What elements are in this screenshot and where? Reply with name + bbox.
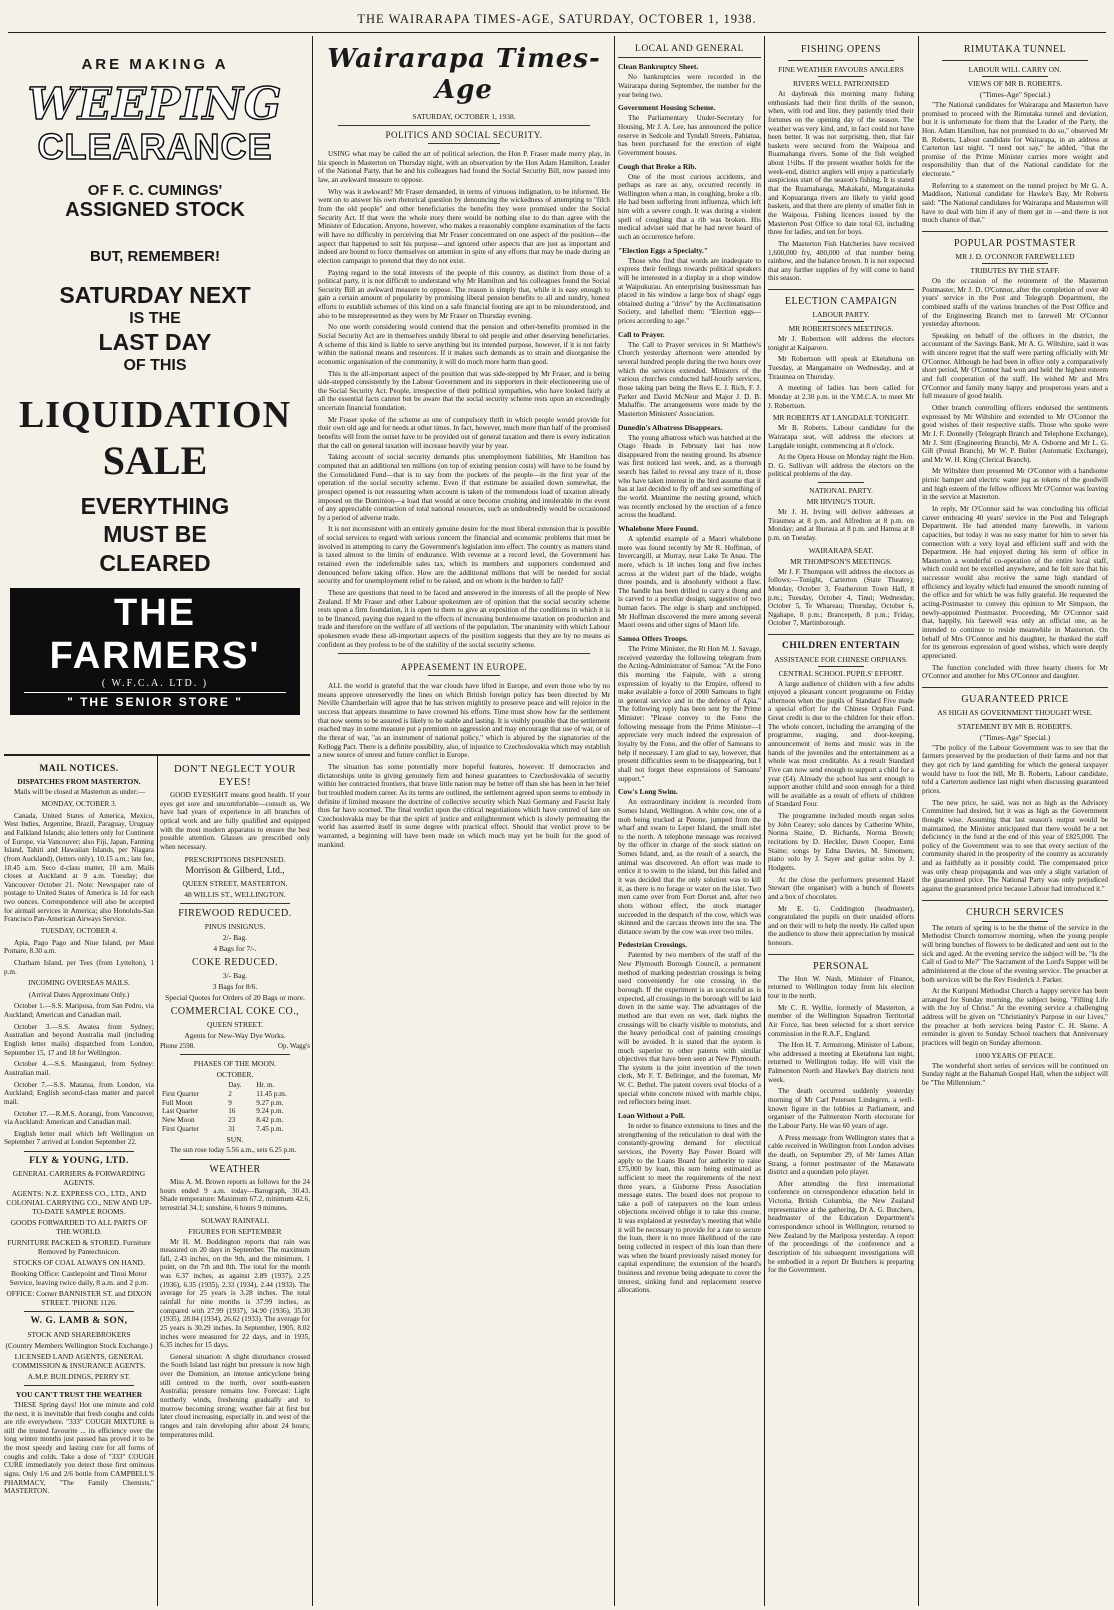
children-paragraph: Mr E. G. Coddington (headmaster), congratulated the pupils on their unaided efforts and on their will to help the needy. He called upon the audience to show their appreciation by musical honours.	[768, 904, 914, 948]
peace-title: 1000 YEARS OF PEACE.	[974, 1050, 1056, 1060]
divider	[338, 653, 590, 654]
children-sub: CENTRAL SCHOOL PUPILS' EFFORT.	[778, 668, 904, 678]
moon-row: First Quarter 31 7.45 p.m.	[162, 1124, 284, 1133]
ad-must-be: MUST BE	[103, 521, 207, 548]
divider	[428, 675, 500, 676]
church-paragraph: At the Kuripuni Methodist Church a happy service has been arranged for Sunday morning, the subject being, "Filling Life with the Joy of Christ." At the evening service a challenging address will be given on "Christianity's Purpose in our Lives," the preacher at both services being Pastor C. H. Skene. A reminder is given to Sunday School teachers that Anniversary practices will begin on Sunday afternoon.	[922, 987, 1108, 1048]
local-item: Whalebone More Found. A splendid example of a Maori whalebone mere was found recently by Mr R. Hoffman, of Invercargill, at Murray, near Lake Te Anau. The mere, which is 18 inches long and five inches across at the widest part of the blade, weighs three pounds, and is absolutely without a flaw. The handle has been drilled to carry a thong and is carved to a peculiar design, suggestive of two human faces. The edge is sharp and unchipped. Mr Hoffman discovered the mere among several Maori ovens and other signs of Maori life.	[618, 523, 761, 630]
lamb-line: LICENSED LAND AGENTS, GENERAL COMMISSION & INSURANCE AGENTS.	[12, 1351, 146, 1370]
election-paragraph: Mr J. H. Irving will deliver addresses at Tiraumea at 8 p.m. and Alfredton at 8 p.m. on Monday; and at Ihuraua at 8 p.m. and Hamua at 8 p.m. on Tuesday.	[768, 508, 914, 542]
weather-ad-body: THESE Spring days! Hot one minute and cold the next, it is inevitable that fresh coughs and colds are rife everywhere. "333" COUGH MIXTURE is still the trusted favourite ... its efficiency over the long winter months just passed has proved it to be the most speedy and lasting cure for all forms of coughs and colds. Take a dose of "333" COUGH CURE immediately you detect those first ominous signs. Only 1/6 and 2/6 bottle from CAMPBELL'S PHARMACY, "The Family Chemists," MASTERTON.	[4, 1400, 154, 1496]
personal-paragraph: Mr C. R. Wyllie, formerly of Masterton, a member of the Wellington Squadron Territorial Air Force, has been selected for a short service commission in the R.A.F., England.	[768, 1003, 914, 1038]
children-paragraph: At the close the performers presented Hazel Stewart (the organiser) with a bunch of flowers and a box of chocolates.	[768, 875, 914, 901]
column-editorial	[318, 40, 610, 1606]
coke-line: 3 Bags for 8/6.	[212, 982, 258, 992]
rimutaka-title: RIMUTAKA TUNNEL	[963, 44, 1067, 55]
mail-body	[4, 788, 154, 1147]
postmaster-paragraph: On the occasion of the retirement of the Masterton Postmaster, Mr J. D. O'Connor, after the completion of over 40 years' service in the Post and Telegraph Department, the combined staffs of the various branches of the Post Office and of the Engineering Branch met to farewell Mr O'Connor yesterday afternoon.	[922, 276, 1108, 329]
editorial-paragraph: Why was it awkward? Mr Fraser demanded, in terms of virtuous indignation, to be informed. He went on to answer his own rhetorical question by denouncing the wickedness of attempting to "filch from the old people" and other beneficiaries the benefits they were promised under the Social Security Act. If that were the whole story there would be nothing else to do than agree with the Minister of Education. Anyone, however, who makes a reasonably complete examination of the facts will have no difficulty in perceiving that Mr Fraser concentrated on one aspect of the position—the aspect that happened to suit his purpose—and ignored other aspects that are just as important and indeed are bound to force themselves on attention in spite of any efforts that may be made during an election campaign to pretend that they do not exist.	[318, 187, 610, 265]
mail-line: INCOMING OVERSEAS MAILS.	[28, 979, 130, 988]
divider	[818, 321, 864, 322]
moon-title: PHASES OF THE MOON.	[193, 1059, 277, 1069]
local-item: Samoa Offers Troops. The Prime Minister, the Rt Hon M. J. Savage, received yesterday the following telegram from the Acting-Administrator of Samoa: "At the Fono this morning the Faipule, with a strong expression of loyalty to the Empire, offered to make available a force of 2000 Samoans to fight in general service and in the defence of Apia." The following reply has been sent by the Prime Minister: "Please convey to the Fono the following message from the Prime Minister—I appreciate very much indeed the expression of loyalty by the Fono, and the offer of Samoans to help if necessary. I am glad to say, however, that present difficulties seem to be disappearing, but I shall not forget these expressions of Samoans' support."	[618, 633, 761, 783]
local-item: Clean Bankruptcy Sheet. No bankruptcies were recorded in the Wairarapa during September, the number for the year being two.	[618, 62, 761, 99]
postmaster-paragraph: In reply, Mr O'Connor said he was concluding his official career embracing 40 years' service in the Post and Telegraph Department. He had attended many farewells, in various capacities, but today it was no easy matter for him to sever his connection with a very loyal and efficient staff and with the Department. He had enjoyed during his term of office in Masterton a wonderful co-operation of the entire local staff, which could not be excelled anywhere, and he felt sure that his successor would also receive the same high standard of efficiency and loyalty which had ensured the smooth running of the office and for which he was fully grateful. He requested the acting-Postmaster to convey this opinion to Mr Simpson, the newly-appointed Postmaster. Proceeding, Mr O'Connor said that, happily, his farewell was only an official one, as he intended to continue to reside meanwhile in Masterton. On behalf of Mrs O'Connor and his daughter, he thanked the staff for its generous expression of good wishes, which were deeply appreciated.	[922, 504, 1108, 660]
mail-line: October 17.—R.M.S. Aorangi, from Vancouver, via Auckland: American and Canadian mail.	[4, 1109, 154, 1127]
lamb-line: (Country Members Wellington Stock Exchange.)	[5, 1340, 153, 1350]
local-item: Pedestrian Crossings. Patented by two members of the staff of the New Plymouth Borough Council, a permanent method of marking pedestrian crossings is being used conveniently for one crossing in the borough. If the experiment is as successful as is expected, all crossings in the borough will be laid down in the same way. The advantages of the method are that even on wet, dark nights the crossings will be clearly visible to motorists, and the heavy periodical cost of painting crossings will be avoided. It is stated that the system is much superior to other patents with similar objectives that have been seen at New Plymouth. The system is the joint invention of the town clerk, Mr F. T. Bellringer, and the foreman, Mr W. C. Bethel. The patent covers oval blocks of a special white concrete mixed with marble chips, red reflectors being inset.	[618, 940, 761, 1107]
postmaster-paragraph: Other branch controlling officers endorsed the sentiments expressed by Mr Wiltshire and extended to Mr O'Connor the good wishes of their respective staffs. Those who spoke were Mr J. F. Donnelly (Telegraph Branch and Telephone Exchange), Mr J. Stitt (Engineering Branch), Mr A. Osborne and Mr L. G. Gill (Postal Branch), Mr W. P. Butler (Automatic Exchange), and Mr W. H. King (Clerical Branch).	[922, 403, 1108, 464]
election-head: WAIRARAPA SEAT.	[808, 545, 874, 555]
fly-young-line: GENERAL CARRIERS & FORWARDING AGENTS.	[12, 1169, 146, 1188]
editorial-paragraph: It is not inconsistent with an entirely genuine desire for the most liberal extension that is possible of social services to regard with serious concern the financial and economic problems that must be involved in attempting to carry the Government's legislation into effect. The country as matters stand is taxed almost to the limits of endurance. With revenue at a record level, the Government has retained even the indefensible sales tax, which its members and supporters condemned and denounced before taking office. How are the additional millions that will be needed for social security and for unemployment relief to be raised, and on whom is the burden to fall?	[318, 525, 610, 586]
weather-title: WEATHER	[209, 1163, 261, 1175]
divider	[618, 57, 761, 58]
postmaster-sub: MR J. D. O'CONNOR FAREWELLED	[955, 251, 1075, 261]
coke-phone: Phone 2598.	[160, 1042, 195, 1051]
moon-row: First Quarter 2 11.45 p.m.	[162, 1090, 287, 1099]
mail-line: (Arrival Dates Approximate Only.)	[28, 990, 130, 999]
divider	[768, 954, 914, 955]
divider	[942, 60, 1088, 61]
divider	[922, 687, 1108, 688]
divider	[982, 719, 1048, 720]
mail-line: Apia, Pago Pago and Niue Island, per Maui Pomare, 8.30 a.m.	[4, 938, 154, 956]
election-paragraph: A meeting of ladies has been called for Monday at 2.30 p.m. in the Y.M.C.A. to meet Mr J. Robertson.	[768, 384, 914, 410]
children-paragraph: The programme included mouth organ solos by John Cearey; solo dances by Catherine White, Norma Staine, D. Richards, Norma Brown; recitations by D. Heckler, Dawn Cooper, Esmi Staine; songs by Edna Davies, M. Simonsen; piano solo by J. Sayer and guitar solos by J. Hodgetts.	[768, 812, 914, 872]
page-header: THE WAIRARAPA TIMES-AGE, SATURDAY, OCTOBER 1, 1938.	[357, 12, 757, 26]
fly-young-line: Booking Office: Castlepoint and Tinui Motor Service, leaving twice daily, 8 a.m. and 2 p.m.	[9, 1269, 149, 1288]
mail-line: English letter mail which left Wellington on September 7 arrived at London September 22.	[4, 1129, 154, 1147]
coke-line: 3/- Bag.	[222, 971, 248, 981]
editorial-title: POLITICS AND SOCIAL SECURITY.	[385, 130, 543, 141]
mail-line: TUESDAY, OCTOBER 4.	[40, 927, 118, 935]
local-item: Cough that Broke a Rib. One of the most curious accidents, and perhaps as rare as any, occurred recently in Wellington when a man, in coughing, broke a rib. He had been suffering from influenza, which left him with a severe cough. It was during a violent spell of coughing that a rib was broken. His medical adviser said that he had never heard of such an occurrence before.	[618, 161, 761, 241]
editorial-paragraph: Taking account of social security demands plus unemployment liabilities, Mr Hamilton has computed that an additional ten millions (on top of existing pension costs) will have to be found by the Consolidated Fund—that is to say from the pockets of the people—in the first year of the operation of the social security scheme. Even if that estimate be assailed down somewhat, the prospect opened is not reassuring when account is taken of the tremendous load of taxation already imposed on the Dominion—a load that would at once become crushing and intolerable in the event of any appreciable contraction of total national resources, such as undoubtedly would be occasioned by a period of adverse trade.	[318, 453, 610, 522]
ad-last-day: LAST DAY	[98, 328, 212, 355]
fly-young-line: STOCKS OF COAL ALWAYS ON HAND.	[13, 1258, 145, 1268]
header-rule	[8, 32, 1106, 33]
divider	[982, 76, 1048, 77]
election-sub: LABOUR PARTY.	[812, 310, 870, 320]
coke-title: COKE REDUCED.	[192, 957, 278, 969]
rainfall-title: SOLWAY RAINFALL	[200, 1215, 270, 1225]
farmers-wfca: ( W.F.C.A. LTD. )	[101, 677, 209, 689]
ad-everything: EVERYTHING	[80, 492, 230, 519]
rimutaka-paragraph: "The National candidates for Wairarapa and Masterton have promised to proceed with the Rimutaka tunnel and deviation, but it is unfortunate for them that the Leader of the Party, the Hon. Adam Hamilton, has not promised to do so," observed Mr B. Roberts, Labour candidate for Wairarapa, in an address at Carterton last night. "I need not say," he added, "that the promise of the Prime Minister carries more weight and responsibility than that of the National candidate for the electorate."	[922, 101, 1108, 179]
moon-table	[160, 1081, 310, 1133]
sun-title: SUN.	[226, 1135, 244, 1145]
editorial-paragraph: The situation has some potentially more hopeful features, however. If democracies and dictatorships unite in giving genuinely firm and honest guarantees to Czechoslovakia of security within her contracted frontiers, that brave little nation may be better off than she has been in her brief but troubled modern career. As its terms are outlined, the settlement agreed upon seems to embody in definite if limited measure the doctrine of collective security which Nazi Germany and Fascist Italy thus far have scorned. The final verdict upon the critical negotiations which have centred of late on Czechoslovakia may be that the spirit of justice and enlightenment which is slowly permeating the world has asserted itself in some degree with practical effect. Should that verdict prove to be warranted, a beginning will have been made on which much may yet be built for the good of mankind.	[318, 762, 610, 849]
divider	[788, 60, 894, 61]
rimutaka-special: ("Times-Age" Special.)	[979, 90, 1051, 99]
firewood-line: PINUS INSIGNUS.	[204, 922, 266, 932]
price-special: ("Times-Age" Special.)	[979, 732, 1051, 742]
election-paragraph: Mr J. F. Thompson will address the electors as follows:—Tonight, Carterton (State Theatre); Monday, October 3, Featherston Town Hall, 8 p.m.; Tuesday, October 4, Tinui; Wednesday, October 5, Te Whareau; Thursday, October 6, Ngahape, 8 p.m.; Brancepeth, 8 p.m.; Friday, October 7, Martinborough.	[768, 567, 914, 628]
divider	[24, 1311, 134, 1312]
coke-company: COMMERCIAL COKE CO.,	[170, 1006, 300, 1018]
election-title: ELECTION CAMPAIGN	[784, 296, 898, 308]
firewood-line: 2/- Bag.	[222, 933, 248, 943]
election-head: NATIONAL PARTY.	[809, 486, 873, 496]
local-item: "Election Eggs a Specialty." Those who find that words are inadequate to express their feelings towards political speakers will be interested in a display in a shop window at Waipukurau. An enterprising businessman has placed in his window a large box of shags' eggs obtained during a "drive" by the Acclimatisation Society, and labelled them: "Election eggs—prices according to age."	[618, 245, 761, 326]
coke-agents: Agents for New-Way Dye Works.	[184, 1031, 286, 1041]
mail-line: October 1.—S.S. Mariposa, from San Pedro, via Auckland; American and Canadian mail.	[4, 1002, 154, 1020]
mail-line: Canada, United States of America, Mexico, West Indies, Argentine, Brazil, Paraguay, Uruguay and Falkland Islands; also letters only for Continent of Europe, via Vancouver; also Fiji, Japan, Fanning Island, Tahiti and Hawaiian Islands, per Niagara (from Auckland), (letters only), 10.15 a.m.; late fee, 10.45 a.m. Seco d-class matter, 10 a.m. Mails closes at Auckland at 9 a.m. Tuesday; due Vancouver October 21. Note: Newspaper rate of postage to United States of America is 1d for each two ounces. Correspondence will also be accepted for airmail services in America; also Honolulu-San Francisco Pan-American Airways Service.	[4, 811, 154, 924]
divider	[818, 76, 864, 77]
mail-line: October 3.—S.S. Awatea from Sydney; Australian and beyond Australia mail (including English letter mails) dispatched from London, September 15, 17 and 18 for Wellington.	[4, 1022, 154, 1057]
fly-young-line: FURNITURE PACKED & STORED. Furniture Removed by Pantechnicon.	[7, 1238, 151, 1257]
divider	[922, 231, 1108, 232]
dateline: SATURDAY, OCTOBER 1, 1938.	[412, 112, 516, 122]
election-head: MR ROBERTSON'S MEETINGS.	[788, 324, 894, 334]
mail-line: October 7.—S.S. Matatua, from London, via Auckland; English second-class matter and parcel mail.	[4, 1080, 154, 1106]
local-item: Cow's Long Swim. An extraordinary incident is recorded from Somes Island, Wellington. A white cow, one of a mob being trucked at Petone, jumped from the wharf and swam to Leper Island, the small islet to the north. A telephone message was received by the officer in charge of the stock station on Somes Island, and, as the result of a search, the animal was discovered. An effort was made to entice it to swim to the island, but this failed and it was decided that the only solution was to kill it, as there is no forage or water on the islet. Two men came over from Fort Dorset and, after two shots without effect, the stock manager succeeded in the despatch of the cow, which was skinned and the carcass thrown into the sea. The distance swum by the cow was over two miles.	[618, 787, 761, 936]
editorial-paragraph: Paying regard to the total interests of the people of this country, as distinct from those of a political party, it is not difficult to understand why Mr Hamilton and his colleagues found the Social Security Bill an awkward measure to oppose. The reason is simply that, while it is easy enough to gain a certain amount of popularity by promising liberal pension benefits to all and sundry, honest efforts to establish schemes of this kind on a safe financial footing are apt to be misunderstood, and also to be misrepresented as they were by Mr Fraser on Thursday evening.	[318, 268, 610, 320]
lamb-title: W. G. LAMB & SON,	[30, 1316, 128, 1327]
church-title: CHURCH SERVICES	[965, 906, 1065, 918]
coke-line: Special Quotes for Orders of 20 Bags or more.	[165, 993, 305, 1003]
column-rule	[312, 36, 313, 1606]
price-sub: AS HIGH AS GOVERNMENT THOUGHT WISE.	[937, 707, 1093, 717]
eyes-rx: PRESCRIPTIONS DISPENSED.	[184, 854, 286, 864]
postmaster-paragraph: Mr Wiltshire then presented Mr O'Connor with a handsome picnic hamper and electric water jug as tokens of the goodwill and high esteem of the fellow officers Mr O'Connor was leaving in the service at Masterton.	[922, 467, 1108, 502]
editorial-paragraph: No one worth considering would contend that the pension and other-benefits promised in the Social Security Act are in themselves unduly liberal to old people and other deserving beneficiaries. A scheme of this kind is liable to serve anything but its intended purpose, however, if it is not fairly within the national means and resources. If it makes such demands as to strain and disorganise the economic organisation of the community, it will do much more harm than good.	[318, 323, 610, 366]
divider	[24, 1385, 134, 1386]
local-item: Government Housing Scheme. The Parliamentary Under-Secretary for Housing, Mr J. A. Lee, has announced the police reserve in Sedcole and Tyndall Streets, Pahiatua, has been purchased for the erection of eight Government houses.	[618, 103, 761, 157]
divider	[180, 1159, 290, 1160]
column-rule	[764, 36, 765, 1606]
children-sub: ASSISTANCE FOR CHINESE ORPHANS.	[774, 654, 908, 664]
postmaster-sub: TRIBUTES BY THE STAFF.	[970, 265, 1060, 275]
ad-liquidation: LIQUIDATION	[18, 393, 292, 436]
children-title: CHILDREN ENTERTAIN	[781, 641, 901, 652]
election-paragraph: Mr J. Robertson will address the electors tonight at Kaiparoro.	[768, 335, 914, 352]
weather-ad-title: YOU CAN'T TRUST THE WEATHER	[15, 1389, 143, 1399]
ad-is-the: IS THE	[129, 309, 181, 327]
ad-clearance: CLEARANCE	[37, 126, 273, 167]
personal-paragraph: The death occurred suddenly yesterday morning of Mr Carl Petersen Lindegren, a well-known figure in the lobbies at Parliament, and organiser of the Palmerston North electorate for the Labour Party. He was 60 years of age.	[768, 1087, 914, 1130]
price-title: GUARANTEED PRICE	[961, 693, 1069, 705]
ad-sale: SALE	[102, 437, 208, 483]
rimutaka-paragraph: Referring to a statement on the tunnel project by Mr G. A. Maddison, National candidate for Hawke's Bay, Mr Roberts said: "The National candidates for Wairarapa and Masterton will have to deal with him if any of them get in —and there is not much chance of that."	[922, 181, 1108, 225]
coke-street: QUEEN STREET.	[206, 1020, 264, 1030]
mail-line: MONDAY, OCTOBER 3.	[41, 800, 117, 809]
divider	[180, 1054, 290, 1055]
ad-saturday: SATURDAY NEXT	[59, 282, 251, 308]
ad-weeping: WEEPING	[27, 79, 283, 130]
divider	[982, 921, 1048, 922]
section-rule	[4, 754, 310, 756]
column-rule	[157, 756, 158, 1606]
divider	[818, 482, 864, 483]
mail-line: Chatham Island, per Tees (from Lyttelton), 1 p.m.	[4, 958, 154, 976]
column-rule	[918, 36, 919, 1606]
local-item: Call to Prayer. The Call to Prayer services in St Matthew's Church yesterday afternoon were attended by several hundred people during the two hours over which the services extended. Ministers of the various churches conducted half-hourly services, those taking part being the Revs E. J. Rich, F. J. Parker and David McNeur and Major J. D. B. Mahaffie. The arrangements were made by the Masterton Ministers' Association.	[618, 329, 761, 418]
election-paragraph: At the Opera House on Monday night the Hon. D. G. Sullivan will address the electors on the political problems of the day.	[768, 453, 914, 479]
personal-title: PERSONAL	[813, 960, 869, 972]
rainfall-body: Mr H. M. Boddington reports that rain was measured on 20 days in September. The maximum fall, 2.43 inches, on the 9th, and the minimum, 1 point, on the 7th and 8th. The total for the month was 6.37 inches, as against 2.89 (1937), 2.25 (1936), 6.35 (1935), 2.33 (1934), 2.44 (1933). The average for 25 years is 3.28 inches. The total rainfall for nine months is 37.99 inches, as compared with 27.99 (1937), 34.90 (1936), 35.30 (1935), 28.84 (1934), 26.62 (1933). The average for 25 years is 30.29 inches. In September, 1905, 8.02 inches were measured for 22 days, and in 1935, 6.35 inches for 15 days.	[160, 1237, 310, 1350]
eyes-firm: Morrison & Gilberd, Ltd.,	[185, 865, 285, 876]
ad-remember: BUT, REMEMBER!	[90, 248, 220, 265]
moon-row: Full Moon 9 9.27 p.m.	[162, 1098, 284, 1107]
column-right	[922, 40, 1108, 1606]
mail-line: Mails will be closed at Masterton as under:—	[14, 788, 146, 797]
price-paragraph: "The policy of the Labour Government was to see that the farmers preserved by the production of their farms and not that they got rich by land gambling for which the general taxpayer would have to foot the bill, Mr B. Roberts, Labour candidate, told a Carterton audience last night when discussing guaranteed prices.	[922, 743, 1108, 795]
column-mail	[4, 760, 154, 1606]
divider	[24, 1151, 134, 1152]
divider	[768, 289, 914, 290]
coke-opp: Op. Wagg's	[277, 1042, 310, 1051]
church-paragraph: The wonderful short series of services will be continued on Sunday night at the Bahamah Gospel Hall, when the subject will be "The Millennium."	[922, 1061, 1108, 1087]
ad-of: OF F. C. CUMINGS'	[87, 182, 223, 199]
eyes-title: DON'T NEGLECT YOUR EYES!	[173, 764, 297, 788]
fly-young-line: GOODS FORWARDED TO ALL PARTS OF THE WORLD.	[10, 1218, 148, 1237]
divider	[922, 900, 1108, 901]
fishing-sub: RIVERS WELL PATRONISED	[793, 79, 889, 88]
divider	[338, 125, 590, 126]
price-paragraph: The new price, he said, was not as high as the Advisory Committee had desired, but it was as high as the Government thought wise. Assuming that last season's output would be maintained, the Minister anticipated that there would be a net deficiency in the fund at the end of this year of £825,000. The policy of the Government was to see that every section of the community shared in the prosperity of the country as accurately and as faithfully as it possibly could. The compensated price was only cheap propaganda and was only a slight variation of the guaranteed price. The National Party was only prejudiced against the guaranteed price because Labour had introduced it."	[922, 798, 1108, 894]
editorial-paragraph: USING what may be called the art of political selection, the Hon P. Fraser made merry play, in his speech in Masterton on Thursday night, with an observation by the Hon Adam Hamilton, Leader of the National Party, that he and his colleagues had found the Social Security Bill, now passed into law, an awkward measure to oppose.	[318, 150, 610, 185]
postmaster-title: POPULAR POSTMASTER	[953, 237, 1077, 249]
editorial-paragraph: These are questions that need to be faced and answered in the interests of all the people of New Zealand. If Mr Fraser and other Labour spokesmen are of opinion that the social security scheme rests upon a firm foundation, it is open to them to give an exposition of the conditions in which it is to be financed, paying due regard to the effects of increasing burdensome taxation on production and trade and therefore on the welfare of all sections of the population. The unanimity with which Labour spokesmen evade these all-important aspects of the position suggests that they are by no means as confident as they profess to be of the stability of the social security scheme.	[318, 588, 610, 649]
mail-subtitle: DISPATCHES FROM MASTERTON.	[17, 777, 141, 787]
fishing-sub: FINE WEATHER FAVOURS ANGLERS	[778, 65, 904, 74]
moon-month: OCTOBER.	[216, 1070, 254, 1080]
fishing-paragraph: The Masterton Fish Hatcheries have received 1,600,000 fry, 400,000 of that number being rainbow, and the balance brown. It is not expected that any further supplies of fry will come to hand this season.	[768, 239, 914, 283]
fishing-title: FISHING OPENS	[800, 44, 882, 55]
personal-paragraph: The Hon H. T. Armstrong, Minister of Labour, who addressed a meeting at Eketahuna last night, returned to Wellington today. He will visit the Palmerston North and Hawke's Bay districts next week.	[768, 1041, 914, 1084]
newspaper-logo: Wairarapa Times-Age	[327, 44, 601, 106]
eyes-addr: 48 WILLIS ST., WELLINGTON.	[184, 890, 286, 900]
column-notices	[160, 760, 310, 1606]
election-head: MR IRVING'S TOUR.	[806, 497, 876, 507]
election-paragraph: Mr Robertson will speak at Eketahuna on Tuesday, at Mangamaire on Wednesday, and at Tiraumea on Thursday.	[768, 355, 914, 381]
local-item: Dunedin's Albatross Disappears. The young albatross which was hatched at the Otago Heads in February last has now disappeared from the nesting ground. Its absence was first noticed last week, and, as a thorough search has failed to reveal any trace of it, those who have taken interest in the bird assume that it has at last decided to fly off and see something of the world. Meantime the nesting ground, which was recently enclosed by the erection of a fence across the headland.	[618, 422, 761, 520]
personal-paragraph: A Press message from Wellington states that a cable received in Wellington from London advises the death, on September 29, of Mr James Allan Strang, a former postmaster of the Manawatu district and a quondam polo player.	[768, 1133, 914, 1177]
election-head: MR ROBERTS AT LANGDALE TONIGHT.	[772, 413, 910, 423]
fly-young-line: OFFICE: Corner BANNISTER ST. and DIXON STREET. 'PHONE 1126.	[6, 1289, 152, 1308]
divider	[428, 143, 500, 144]
ad-cleared: CLEARED	[99, 550, 211, 576]
personal-paragraph: After attending the first international conference on correspondence education held in Victoria, British Columbia, the New Zealand representative at the gathering, Dr A. G. Butchers, headmaster of the Education Department's correspondence school in Wellington, returned to New Zealand by the Mariposa yesterday. A report of the proceedings of the conference and a description of his subsequent investigations will be embodied in a report Dr Butchers is preparing for the Government.	[768, 1179, 914, 1275]
fly-young-title: FLY & YOUNG, LTD.	[29, 1156, 129, 1167]
sun-text: The sun rose today 5.56 a.m., sets 6.25 p.m.	[170, 1146, 297, 1155]
ad-of-this: OF THIS	[123, 356, 187, 374]
divider	[982, 263, 1048, 264]
column-local	[618, 40, 761, 1606]
rainfall-sub: FIGURES FOR SEPTEMBER	[188, 1226, 282, 1236]
price-sub: STATEMENT BY MR B. ROBERTS.	[957, 721, 1073, 731]
moon-row: Last Quarter 16 9.24 p.m.	[162, 1107, 284, 1116]
election-head: MR THOMPSON'S MEETINGS.	[790, 556, 892, 566]
postmaster-paragraph: The function concluded with three hearty cheers for Mr O'Connor and another for Mrs O'Connor and daughter.	[922, 663, 1108, 681]
church-paragraph: The return of spring is to be the theme of the service in the Methodist Church tomorrow morning, when the young people will bring bunches of flowers to be dedicated and sent out to the sick and aged. At the evening service the subject will be, "Is the Call of God to Me?" The Sacrament of the Lord's Supper will be administered at the close of the evening service. The preacher at both services will be the Rev Frederick J. Parker.	[922, 923, 1108, 984]
firewood-line: 4 Bags for 7/-.	[213, 944, 257, 954]
personal-paragraph: The Hon W. Nash, Minister of Finance, returned to Wellington today from his election tour in the north.	[768, 974, 914, 1000]
postmaster-paragraph: Speaking on behalf of the officers in the district, the accountant of the Savings Bank, Mr A. G. Wiltshire, said it was with sincere regret that the staff were parting officially with Mr O'Connor. Although he had been in office only a comparatively short period, Mr O'Connor had won and held the highest esteem and full cooperation of the staff. He wished Mr and Mrs O'Connor and family many happy and prosperous years and a full measure of good health.	[922, 331, 1108, 401]
farmers-name: THE FARMERS'	[49, 591, 261, 677]
weather-body: Miss A. M. Brown reports as follows for the 24 hours ended 9 a.m. today—Barograph, 30.43. Shade temperature: Maximum 67.2, minimum 42.6, terrestrial 34.1; sunshine, 6 hours 9 minutes.	[160, 1177, 310, 1212]
farmers-logo	[10, 588, 300, 715]
eyes-addr: QUEEN STREET, MASTERTON.	[182, 879, 288, 889]
rimutaka-sub: LABOUR WILL CARRY ON.	[968, 65, 1062, 74]
editorial-paragraph: This is the all-important aspect of the position that was side-stepped by Mr Fraser, and is being side-stepped consistently by the Labour Government and its supporters in their electioneering use of the Social Security Act. People, irrespective of their political sympathies, who have looked fairly at all the essential facts cannot but be aware that the social security scheme rests upon an exceedingly uncertain financial foundation.	[318, 369, 610, 413]
children-paragraph: A large audience of children with a few adults enjoyed a pleasant concert programme on Friday afternoon when the pupils of Standard Five made a special effort for the Chinese Orphan Fund. Great credit is due to the children for their effort. The whole concert, including the arranging of the programme, staging, and door-keeping, announcement of items and music was in the hands of the juveniles and the entertainment as a whole was most creditable. As a result Standard Five can now send enough to support a child for a year (£4). Already the school has sent enough to support another child and soon enough for a third will be available as a result of efforts of children of Standard Four.	[768, 679, 914, 809]
eyes-body: GOOD EYESIGHT means good health. If your eyes get sore and uncomfortable—consult us. We have had years of experience in all branches of optical work and are fully qualified and equipped with the most modern apparatus to ensure the best possible attention. Glasses are prescribed only when necessary.	[160, 791, 310, 852]
rimutaka-sub: VIEWS OF MR B. ROBERTS.	[967, 79, 1063, 88]
column-rule	[614, 36, 615, 1606]
farmers-slogan: " THE SENIOR STORE "	[24, 692, 286, 709]
ad-line: ARE MAKING A	[81, 56, 229, 73]
ad-assigned: ASSIGNED STOCK	[65, 199, 245, 221]
local-item: Loan Without a Poll. In order to finance extensions to lines and the strengthening of the reticulation to deal with the constantly-growing demand for electrical services, the Poverty Bay Power Board will apply to the Loans Board for authority to raise £75,000 by loan, this sum being estimated as sufficient to meet the requirements of the next three years, a Gisborne Press Association message states. The board does not propose to take a poll of ratepayers on the loan unless objections received oblige it to take this course. It was explained at yesterday's meeting that while it will be necessary to provide for a rate to secure the loan, there is no more likelihood of the rate being collected in respect of this loan than there was when the board previously raised money for capital expenditure; the extension of the board's business and revenue being adequate to cover the interest, sinking fund and replacement reserve allocations.	[618, 1111, 761, 1295]
column-fishing-election	[768, 40, 914, 1606]
firewood-title: FIREWOOD REDUCED.	[178, 908, 292, 920]
mail-line: October 4.—S.S. Maunganui, from Sydney: Australian mail.	[4, 1060, 154, 1077]
divider	[818, 666, 864, 667]
election-paragraph: Mr B. Roberts, Labour candidate for the Wairarapa seat, will address the electors at Langdale tonight, commencing at 8 o'clock.	[768, 424, 914, 450]
lamb-line: A.M.P. BUILDINGS, PERRY ST.	[27, 1371, 131, 1381]
local-title: LOCAL AND GENERAL	[635, 44, 744, 54]
divider	[180, 903, 290, 904]
lamb-line: STOCK AND SHAREBROKERS	[27, 1329, 131, 1339]
editorial-paragraph: Mr Fraser spoke of the scheme as one of compulsory thrift in which people would provide for their own old age and for needs at other times. In fact, however, much more than half of the promised benefits will from the outset have to be provided out of general taxation and there is every indication that the call on general taxation will increase heavily year by year.	[318, 415, 610, 450]
moon-head-row: Day. Hr. m.	[228, 1081, 275, 1090]
fishing-paragraph: At daybreak this morning many fishing enthusiasts had their first thrills of the season, when, with rod and line, they patiently tried their fortunes on the opening day of the season. The weather was very kind, and, in fact could not have been better. It was not surprising, then, that fair baskets were secured from the Waipoua and Ruamahanga rivers. Some of the fish weighed about 1½lbs. If the present weather holds for the week-end, district anglers will enjoy a particularly auspicious start of the season's fishing. It is stated that the Ruamahanga, Makakahi, Mangatainoka and Kopuaranga rivers are likely to yield good baskets, and that there are plenty of smaller fish in the Waipoua. Fishing licences issued by the Masterton Post Office to date total 63, including three for ladies, and ten for boys.	[768, 90, 914, 237]
divider	[768, 634, 914, 635]
editorial-title: APPEASEMENT IN EUROPE.	[400, 662, 528, 673]
mail-title: MAIL NOTICES.	[39, 764, 119, 774]
clearance-advertisement	[2, 48, 308, 748]
weather-general: General situation: A slight disturbance crossed the South Island last night but pressure is now high over the Dominion, an intense anticyclone being still centred to the north, over south-eastern Australia; pressure remains low. Forecast: Light northerly winds, freshening gradually and to morrow becoming strong; weather fair at first but later cloud increasing, especially in. and west of the ranges and rain developing after about 24 hours; temperatures mild.	[160, 1352, 310, 1439]
editorial-paragraph: ALL the world is grateful that the war clouds have lifted in Europe, and even those who by no means approve unreservedly the lines on which British foreign policy has been directed by Mr Neville Chamberlain will agree that he has striven mightily to preserve peace and will rejoice in the success that appears meantime to have crowned his efforts. Time must show how far the settlement that now seems to be assured is likely to be stable and lasting. It is visibly possible that the settlement reached may in some measure put a premium on aggression and may encourage that use of war, or of the threat of war, "as an instrument of national policy," which is abjured by the signatories of the Kellogg Pact. There is a definite possibility, also, of injustice to Czechoslovakia which may establish a new source of unrest and future conflict in Europe.	[318, 682, 610, 760]
moon-row: New Moon 23 8.42 p.m.	[162, 1116, 284, 1125]
fly-young-line: AGENTS: N.Z. EXPRESS CO., LTD., AND COLONIAL CARRYING CO., NEW AND UP-TO-DATE SAMPLE ROOMS.	[6, 1189, 152, 1217]
